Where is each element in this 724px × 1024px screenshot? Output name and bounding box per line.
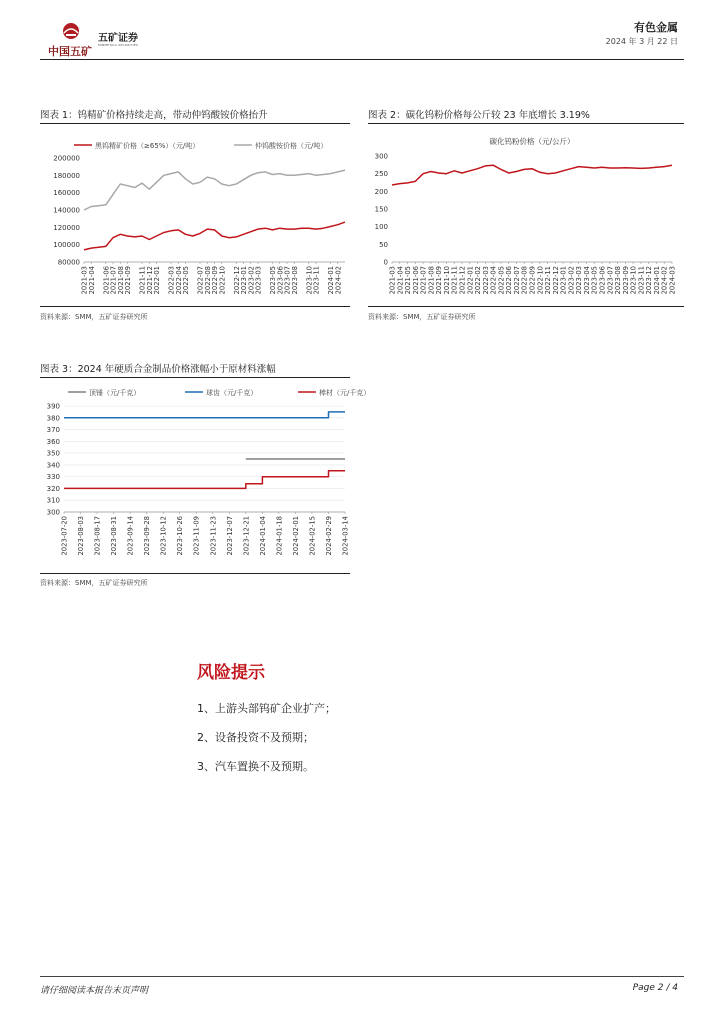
chart-2-x-tick-label: 2021-09 [435,266,444,295]
chart-1-x-tick-label: 2021-08 [116,266,125,295]
chart-1-legend-label: 仲钨酸铵价格（元/吨） [255,142,328,150]
figure-1-title: 图表 1：钨精矿价格持续走高，带动仲钨酸铵价格抬升 [40,110,268,121]
chart-3-x-tick-label: 2023-12-21 [242,516,251,556]
figure-2-chart [368,128,684,304]
chart-3-x-tick-label: 2023-11-23 [209,516,218,556]
figure-1-bottom-rule [40,306,350,307]
chart-2-x-tick-label: 2021-10 [442,266,451,295]
chart-3-x-tick-label: 2024-01-18 [275,516,284,556]
chart-2-x-tick-label: 2021-07 [419,266,428,295]
chart-2-x-tick-label: 2022-05 [497,266,506,295]
chart-1-y-tick-label: 80000 [57,258,80,267]
chart-1-series-line-1 [84,222,345,250]
chart-1-x-tick-label: 2022-03 [167,266,176,295]
chart-3-x-tick-label: 2023-08-17 [93,516,102,556]
chart-1-y-tick-label: 180000 [53,171,80,180]
chart-3-y-tick-label: 390 [46,402,60,411]
risk-section-title: 风险提示 [197,663,265,683]
figure-3-bottom-rule [40,573,350,574]
chart-1-x-tick-label: 2022-07 [196,266,205,295]
chart-3-legend-label: 棒材（元/千克） [319,389,371,397]
chart-3-x-tick-label: 2023-08-03 [77,516,86,556]
figure-2-top-rule [368,123,684,124]
chart-3-y-tick-label: 380 [46,414,60,423]
chart-3-x-tick-label: 2024-02-29 [324,516,333,556]
figure-1-top-rule [40,123,350,124]
chart-3-x-tick-label: 2023-09-28 [143,516,152,556]
chart-2-x-tick-label: 2022-12 [551,266,560,295]
chart-2-x-tick-label: 2023-12 [645,266,654,295]
footer-divider [40,976,684,977]
chart-2-y-tick-label: 250 [374,170,388,179]
chart-2-x-tick-label: 2023-05 [590,266,599,295]
chart-1-y-tick-label: 140000 [53,206,80,215]
chart-3-x-tick-label: 2023-10-12 [159,516,168,556]
chart-2-x-tick-label: 2021-05 [404,266,413,295]
chart-3-x-tick-label: 2024-01-04 [258,516,267,556]
chart-3-x-tick-label: 2023-08-31 [110,516,119,556]
chart-2-x-tick-label: 2022-10 [536,266,545,295]
chart-1-x-tick-label: 2021-11 [138,266,147,295]
chart-2-x-tick-label: 2024-02 [660,266,669,295]
chart-2-x-tick-label: 2021-04 [396,266,405,295]
chart-1-x-tick-label: 2024-02 [334,266,343,295]
chart-3-series-line-2 [64,412,345,418]
chart-1-x-tick-label: 2023-11 [312,266,321,295]
logo-english-name: MINMETALS SECURITIES [98,43,138,47]
chart-3-x-tick-label: 2023-07-20 [60,516,69,556]
page-number: Page 2 / 4 [632,983,678,993]
figure-3-title: 图表 3：2024 年硬质合金制品价格涨幅小于原材料涨幅 [40,364,276,375]
chart-2-y-tick-label: 150 [374,205,388,214]
chart-2-y-tick-label: 300 [374,152,388,161]
chart-2-x-tick-label: 2022-04 [489,266,498,295]
figure-3-chart [40,382,371,572]
chart-2-x-tick-label: 2023-07 [606,266,615,295]
chart-1-y-tick-label: 100000 [53,241,80,250]
chart-2-x-tick-label: 2023-01 [559,266,568,295]
chart-1-x-tick-label: 2023-01 [240,266,248,295]
figure-2-bottom-rule [368,306,684,307]
report-date: 2024 年 3 月 22 日 [605,37,678,46]
figure-2-source: 资料来源：SMM，五矿证券研究所 [368,313,476,321]
logo-name: 五矿证券 [98,33,138,44]
chart-3-y-tick-label: 320 [46,484,60,493]
chart-1-x-tick-label: 2022-08 [203,266,212,295]
chart-3-y-tick-label: 330 [46,473,60,482]
chart-2-x-tick-label: 2024-01 [652,266,661,295]
chart-2-x-tick-label: 2021-11 [450,266,459,295]
chart-1-x-tick-label: 2023-06 [276,266,285,295]
chart-3-x-tick-label: 2023-12-07 [225,516,234,556]
chart-2-x-tick-label: 2023-03 [575,266,584,295]
chart-2-x-tick-label: 2023-06 [598,266,607,295]
chart-1-x-tick-label: 2022-01 [153,266,161,295]
chart-1-x-tick-label: 2022-04 [174,266,183,295]
risk-item-3: 3、汽车置换不及预期。 [197,760,314,773]
chart-2-x-tick-label: 2022-08 [520,266,529,295]
chart-1-x-tick-label: 2022-09 [211,266,219,295]
chart-2-x-tick-label: 2021-12 [458,266,467,295]
figure-1-source: 资料来源：SMM，五矿证券研究所 [40,313,148,321]
chart-3-legend-label: 球齿（元/千克） [206,389,258,397]
chart-3-x-tick-label: 2024-02-15 [308,516,317,556]
chart-3-x-tick-label: 2023-10-26 [176,516,185,556]
chart-2-x-tick-label: 2021-06 [411,266,420,295]
chart-1-x-tick-label: 2024-01 [327,266,335,295]
chart-1-x-tick-label: 2021-07 [109,266,118,295]
chart-3-x-tick-label: 2024-03-14 [341,516,350,556]
chart-3-series-line-3 [64,471,345,489]
chart-1-x-tick-label: 2021-04 [87,266,96,295]
figure-2-title: 图表 2：碳化钨粉价格每公斤较 23 年底增长 3.19% [368,110,590,121]
chart-2-title: 碳化钨粉价格（元/公斤） [489,137,575,146]
chart-2-x-tick-label: 2022-07 [512,266,521,295]
chart-2-series-line-1 [392,165,672,185]
company-logo [46,22,146,56]
chart-1-x-tick-label: 2023-07 [283,266,292,295]
chart-3-y-tick-label: 340 [46,461,60,470]
chart-2-x-tick-label: 2022-03 [481,266,490,295]
chart-3-legend-label: 顶锤（元/千克） [89,389,141,397]
chart-1-x-tick-label: 2022-12 [232,266,241,295]
chart-2-x-tick-label: 2023-10 [629,266,638,295]
chart-1-x-tick-label: 2023-10 [305,266,314,295]
chart-2-x-tick-label: 2023-02 [567,266,576,295]
chart-1-x-tick-label: 2021-09 [124,266,132,295]
chart-1-x-tick-label: 2021-06 [102,266,111,295]
chart-1-x-tick-label: 2023-03 [254,266,263,295]
chart-1-x-tick-label: 2021-03 [80,266,89,295]
chart-3-y-tick-label: 310 [46,496,60,505]
chart-2-x-tick-label: 2022-09 [528,266,537,295]
figure-1-chart [40,128,350,304]
chart-2-x-tick-label: 2023-08 [614,266,623,295]
chart-1-y-tick-label: 200000 [53,154,80,163]
chart-1-y-tick-label: 160000 [53,189,80,198]
figure-3-top-rule [40,377,350,378]
chart-1-y-tick-label: 120000 [53,223,80,232]
risk-item-2: 2、设备投资不及预期； [197,731,314,744]
chart-1-x-tick-label: 2023-08 [290,266,299,295]
chart-1-legend-label: 黑钨精矿价格（≥65%）（元/吨） [95,142,200,150]
chart-1-series-line-2 [84,170,345,210]
chart-1-x-tick-label: 2022-10 [218,266,227,295]
chart-3-y-tick-label: 370 [46,426,60,435]
chart-3-x-tick-label: 2024-02-01 [291,516,300,556]
chart-2-x-tick-label: 2022-02 [474,266,483,295]
sector-label: 有色金属 [634,21,678,34]
chart-2-y-tick-label: 50 [379,240,388,249]
chart-3-y-tick-label: 300 [46,508,60,517]
chart-3-y-tick-label: 360 [46,437,60,446]
chart-2-x-tick-label: 2024-03 [668,266,677,295]
chart-1-x-tick-label: 2021-12 [145,266,154,295]
logo-emblem-icon [60,22,82,42]
chart-2-x-tick-label: 2023-04 [582,266,591,295]
figure-3-source: 资料来源：SMM，五矿证券研究所 [40,579,148,587]
chart-2-y-tick-label: 200 [374,187,388,196]
chart-3-x-tick-label: 2023-09-14 [126,516,135,556]
chart-2-y-tick-label: 0 [383,258,388,267]
chart-2-x-tick-label: 2023-09 [621,266,630,295]
chart-2-x-tick-label: 2022-06 [505,266,514,295]
chart-1-x-tick-label: 2023-05 [269,266,277,295]
chart-1-x-tick-label: 2023-02 [247,266,256,295]
chart-3-x-tick-label: 2023-11-09 [192,516,201,556]
chart-2-x-tick-label: 2022-01 [466,266,475,295]
header-divider [40,59,684,60]
chart-3-y-tick-label: 350 [46,449,60,458]
logo-group-name: 中国五矿 [48,45,92,58]
chart-2-x-tick-label: 2023-11 [637,266,646,295]
chart-2-x-tick-label: 2021-03 [388,266,397,295]
chart-1-x-tick-label: 2022-05 [182,266,190,295]
footer-disclaimer-note: 请仔细阅读本报告末页声明 [40,986,149,996]
chart-2-x-tick-label: 2022-11 [544,266,553,295]
chart-2-x-tick-label: 2021-08 [427,266,436,295]
chart-2-y-tick-label: 100 [374,223,388,232]
risk-item-1: 1、上游头部钨矿企业扩产； [197,702,336,715]
